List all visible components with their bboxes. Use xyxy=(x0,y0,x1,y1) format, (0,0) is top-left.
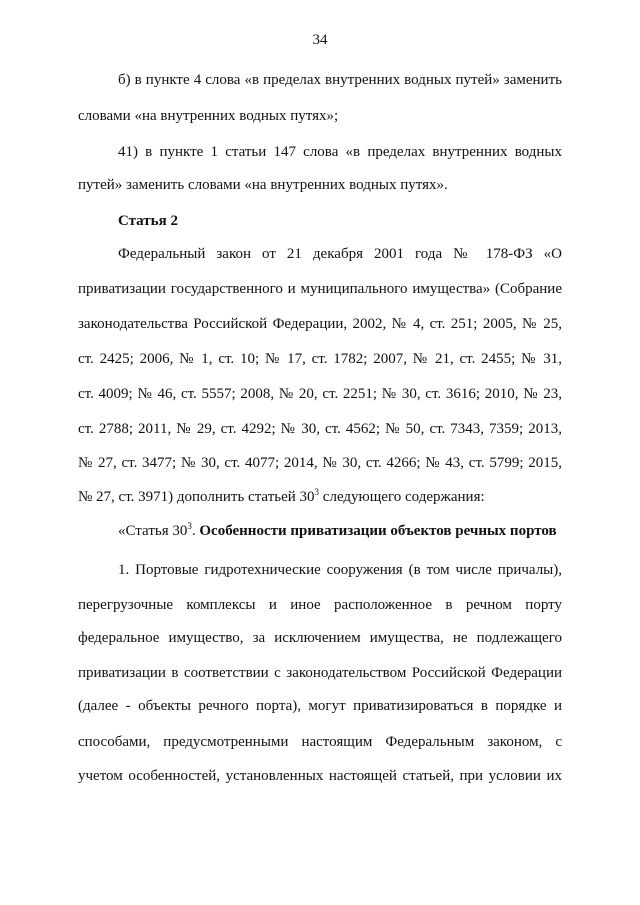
new-article-superscript: 3 xyxy=(187,521,192,531)
paragraph-1-line-7: учетом особенностей, установленных настоящей статьей, при условии их xyxy=(78,768,562,784)
paragraph-law-line-2: приватизации государственного и муниципального имущества» (Собрание xyxy=(78,281,562,297)
paragraph-1-line-4: приватизации в соответствии с законодательством Российской Федерации xyxy=(78,665,562,681)
paragraph-b-line-1: б) в пункте 4 слова «в пределах внутренних водных путей» заменить xyxy=(118,72,562,88)
paragraph-1-line-6: способами, предусмотренными настоящим Федеральным законом, с xyxy=(78,734,562,750)
page-number: 34 xyxy=(312,32,328,48)
paragraph-1-line-1: 1. Портовые гидротехнические сооружения (в том числе причалы), xyxy=(118,562,562,578)
paragraph-b-line-2: словами «на внутренних водных путях»; xyxy=(78,108,339,124)
law-line-8-text: № 27, ст. 3971) дополнить статьей 30 xyxy=(78,489,315,505)
paragraph-41-line-1: 41) в пункте 1 статьи 147 слова «в пределах внутренних водных xyxy=(118,144,562,160)
new-article-dot: . xyxy=(191,523,200,539)
paragraph-1-line-5: (далее - объекты речного порта), могут приватизироваться в порядке и xyxy=(78,698,562,714)
paragraph-1-line-2: перегрузочные комплексы и иное расположенное в речном порту xyxy=(78,597,562,613)
paragraph-law-line-7: № 27, ст. 3477; № 30, ст. 4077; 2014, № 30, ст. 4266; № 43, ст. 5799; 2015, xyxy=(78,455,562,471)
paragraph-law-line-1: Федеральный закон от 21 декабря 2001 года № 178-ФЗ «О xyxy=(118,246,562,262)
paragraph-1-line-3: федеральное имущество, за исключением имущества, не подлежащего xyxy=(78,630,562,646)
law-line-8-tail: следующего содержания: xyxy=(319,489,485,505)
paragraph-41-line-2: путей» заменить словами «на внутренних водных путях». xyxy=(78,177,448,193)
paragraph-law-line-5: ст. 4009; № 46, ст. 5557; 2008, № 20, ст. 2251; № 30, ст. 3616; 2010, № 23, xyxy=(78,386,562,402)
new-article-bold-title: Особенности приватизации объектов речных портов xyxy=(199,523,557,539)
article-heading: Статья 2 xyxy=(118,213,178,229)
paragraph-law-line-4: ст. 2425; 2006, № 1, ст. 10; № 17, ст. 1782; 2007, № 21, ст. 2455; № 31, xyxy=(78,351,562,367)
paragraph-law-line-8 xyxy=(78,488,485,506)
paragraph-law-line-6: ст. 2788; 2011, № 29, ст. 4292; № 30, ст. 4562; № 50, ст. 7343, 7359; 2013, xyxy=(78,421,562,437)
paragraph-law-line-3: законодательства Российской Федерации, 2002, № 4, ст. 251; 2005, № 25, xyxy=(78,316,562,332)
new-article-prefix: «Статья 30 xyxy=(118,523,188,539)
article-number-superscript: 3 xyxy=(314,487,320,497)
new-article-title xyxy=(118,522,557,540)
